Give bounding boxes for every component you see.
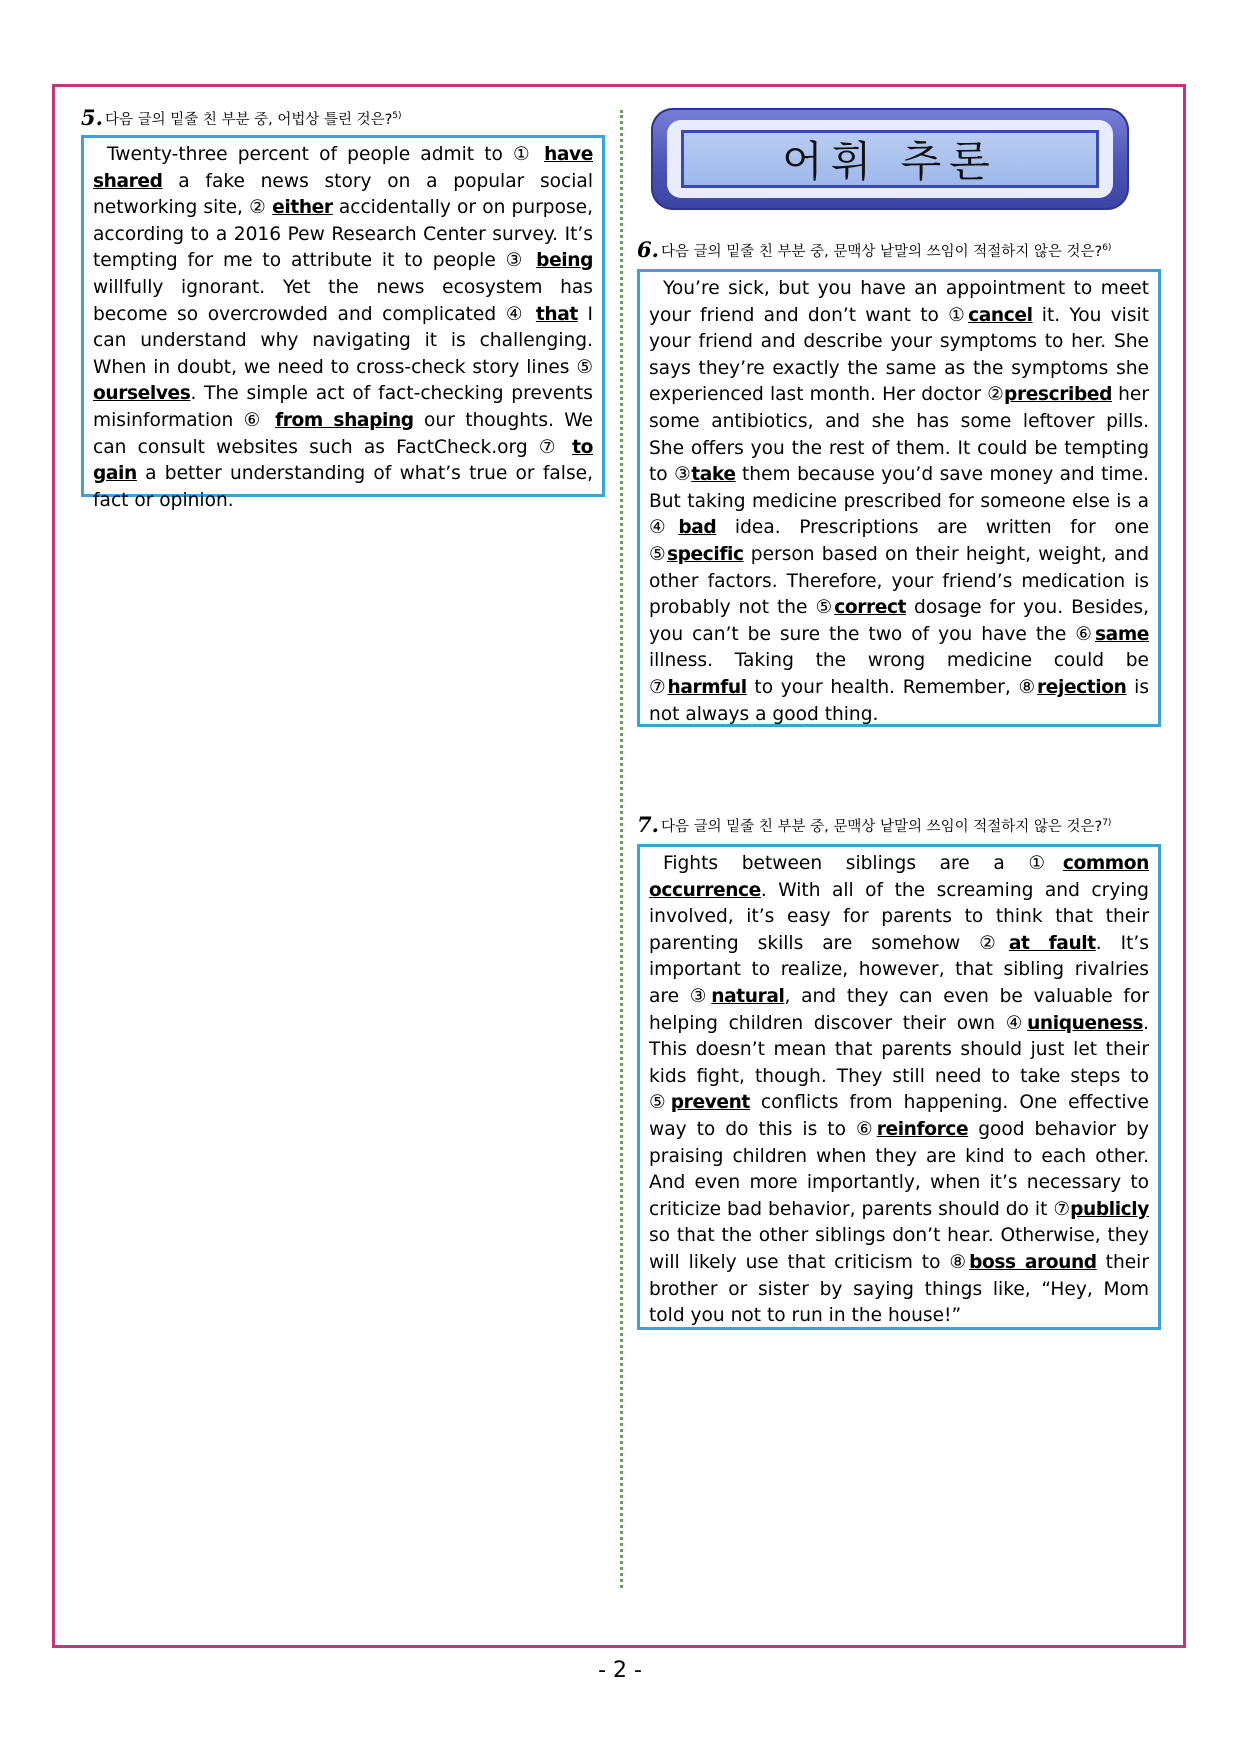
passage-text: . This doesn’t mean that parents should just let their kids fight, though. They still need to take steps to ⑤	[649, 1012, 1149, 1114]
passage-text: I can understand why navigating it is challenging. When in doubt, we need to cross-check story lines ⑤	[93, 303, 593, 378]
question-5-passage-box	[81, 135, 605, 511]
underlined-choice: ourselves	[93, 383, 191, 405]
underlined-choice: same	[1095, 623, 1149, 645]
passage-text: is not always a good thing.	[649, 676, 1150, 725]
passage-text: willfully ignorant. Yet the news ecosystem has become so overcrowded and complicated ④	[93, 276, 593, 325]
question-6-passage	[649, 276, 1149, 728]
passage-text: a better understanding of what’s true or false, fact or opinion.	[93, 463, 593, 511]
passage-text: a fake news story on a popular social networking site, ②	[93, 170, 593, 219]
question-7-passage-box	[637, 844, 1161, 1330]
underlined-choice: natural	[711, 985, 785, 1007]
passage-text: dosage for you. Besides, you can’t be sure the two of you have the ⑥	[649, 597, 1149, 645]
passage-text: so that the other siblings don’t hear. Otherwise, they will likely use that criticism to ⑧	[649, 1225, 1149, 1273]
section-banner	[651, 108, 1129, 210]
passage-text: . With all of the screaming and crying involved, it’s easy for parents to think that their parenting skills are somehow ②	[649, 879, 1149, 954]
question-6-header	[637, 237, 1161, 263]
passage-text: their brother or sister by saying things like, “Hey, Mom told you not to run in the house!”	[649, 1251, 1149, 1327]
underlined-choice: take	[691, 464, 736, 486]
underlined-choice: either	[272, 197, 333, 219]
passage-text: good behavior by praising children when they are kind to each other. And even more importantly, when it’s necessary to criticize bad behavior, parents should do it ⑦	[649, 1118, 1149, 1220]
underlined-choice: reinforce	[876, 1118, 969, 1140]
underlined-choice: cancel	[968, 304, 1033, 326]
banner-title: 어휘 추론	[782, 137, 998, 186]
passage-text: You’re sick, but you have an appointment to meet your friend and don’t want to ①	[649, 278, 1149, 326]
page-number: - 2 -	[598, 1658, 642, 1683]
underlined-choice: have shared	[93, 144, 593, 192]
question-5-header	[81, 105, 605, 131]
passage-text: illness. Taking the wrong medicine could be ⑦	[649, 650, 1149, 698]
column-divider	[620, 110, 623, 1588]
underlined-choice: common occurrence	[649, 853, 1149, 901]
question-7-instruction: 다음 글의 밑줄 친 부분 중, 문맥상 낱말의 쓰임이 적절하지 않은 것은?	[661, 819, 1103, 835]
banner-title-box	[681, 130, 1099, 188]
underlined-choice: from shaping	[275, 409, 414, 431]
right-column	[637, 108, 1161, 1330]
passage-text: person based on their height, weight, and other factors. Therefore, your friend’s medication is probably not the ⑤	[649, 543, 1150, 619]
left-column	[81, 105, 605, 511]
underlined-choice: bad	[678, 517, 717, 539]
question-6-passage-box	[637, 269, 1161, 727]
underlined-choice: correct	[834, 597, 907, 619]
passage-text: Fights between siblings are a ①	[663, 853, 1063, 874]
underlined-choice: that	[535, 303, 578, 325]
question-7-number: 7.	[637, 812, 659, 837]
passage-text: accidentally or on purpose, according to a 2016 Pew Research Center survey. It’s tempting for me to attribute it to people ③	[93, 197, 593, 272]
underlined-choice: publicly	[1070, 1198, 1149, 1220]
underlined-choice: uniqueness	[1027, 1012, 1144, 1034]
underlined-choice: rejection	[1036, 676, 1127, 698]
passage-text: , and they can even be valuable for helping children discover their own ④	[649, 985, 1149, 1034]
underlined-choice: prevent	[670, 1092, 750, 1114]
passage-text: her some antibiotics, and she has some leftover pills. She offers you the rest of them. It could be tempting to ③	[649, 384, 1150, 486]
underlined-choice: at fault	[1008, 932, 1096, 954]
question-7-header	[637, 812, 1161, 838]
passage-text: conflicts from happening. One effective way to do this is to ⑥	[649, 1092, 1149, 1140]
passage-text: . The simple act of fact-checking prevents misinformation ⑥	[93, 383, 593, 431]
passage-text: Twenty-three percent of people admit to ①	[107, 144, 545, 165]
underlined-choice: prescribed	[1004, 384, 1112, 406]
underlined-choice: specific	[666, 543, 744, 565]
question-7-passage	[649, 851, 1149, 1330]
passage-text: idea. Prescriptions are written for one ⑤	[649, 517, 1150, 565]
question-6-number: 6.	[637, 237, 659, 262]
underlined-choice: boss around	[969, 1251, 1097, 1273]
question-5-passage	[93, 142, 593, 514]
question-6-instruction: 다음 글의 밑줄 친 부분 중, 문맥상 낱말의 쓰임이 적절하지 않은 것은?	[661, 244, 1103, 260]
passage-text: them because you’d save money and time. But taking medicine prescribed for someone else is a ④	[649, 464, 1149, 539]
question-5-number: 5.	[81, 105, 103, 130]
underlined-choice: being	[536, 250, 593, 272]
question-7-footnote: 7)	[1102, 818, 1112, 829]
passage-text: . It’s important to realize, however, that sibling rivalries are ③	[649, 932, 1149, 1007]
passage-text: to your health. Remember, ⑧	[746, 676, 1037, 698]
question-5-footnote: 5)	[392, 111, 402, 122]
question-5-instruction: 다음 글의 밑줄 친 부분 중, 어법상 틀린 것은?	[105, 112, 393, 128]
underlined-choice: harmful	[667, 676, 747, 698]
passage-text: our thoughts. We can consult websites such as FactCheck.org ⑦	[93, 409, 593, 458]
passage-text: it. You visit your friend and describe your symptoms to her. She says they’re exactly the same as the symptoms she experienced last month. Her doctor ②	[649, 304, 1149, 406]
question-6-footnote: 6)	[1102, 243, 1112, 254]
underlined-choice: to gain	[93, 436, 593, 485]
